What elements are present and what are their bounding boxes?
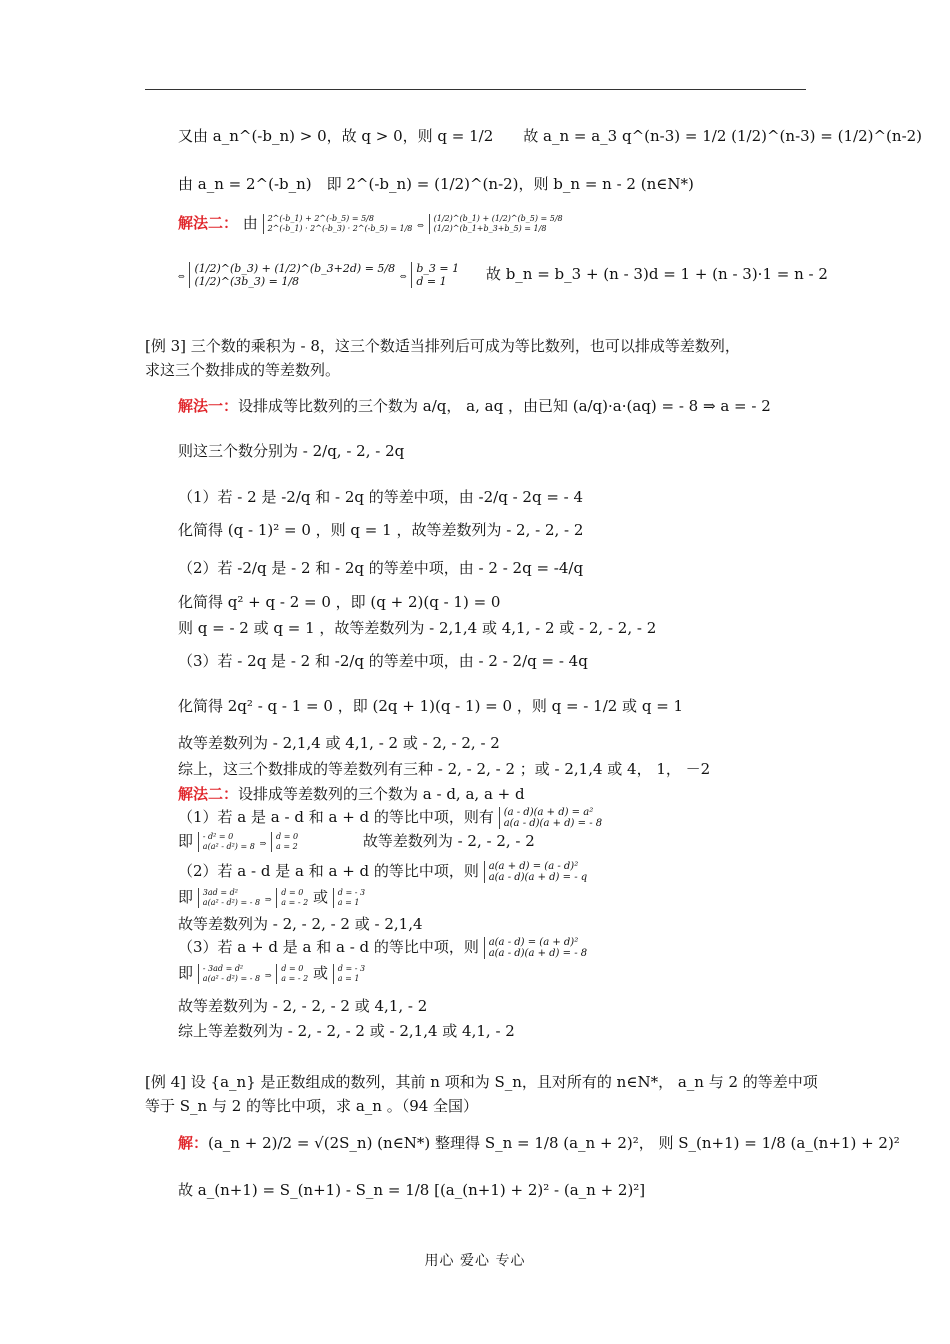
text-line: 故等差数列为 - 2,1,4 或 4,1, - 2 或 - 2, - 2, - 2 [178,734,500,752]
equation-system: d = 0 a = 2 [271,832,298,852]
text-line: 故等差数列为 - 2, - 2, - 2 或 4,1, - 2 [178,997,428,1015]
text-line: 故 a_(n+1) = S_(n+1) - S_n = 1/8 [(a_(n+1) + 2)² - (a_n + 2)²] [178,1181,646,1199]
method-two-line: 解法二： 由 2^(-b_1) + 2^(-b_5) = 5/8 2^(-b_1) · 2^(-b_3) · 2^(-b_5) = 1/8 ⇔ (1/2)^(b_1) + (1/2)^(b_5) = 5/8 (1/2)^(b_1+b_3+b_5) = 1/8 [178,214,563,233]
case-line: 即 3ad = d² a(a² - d²) = - 8 ⇒ d = 0 a = - 2 或 d = - 3 a = 1 [178,888,366,907]
method-two-heading: 解法二：设排成等差数列的三个数为 a - d, a, a + d [178,785,525,803]
equation-system: (1/2)^(b_3) + (1/2)^(b_3+2d) = 5/8 (1/2)^(3b_3) = 1/8 [189,262,395,288]
method-label: 解法二： [178,785,239,803]
equation-system: 3ad = d² a(a² - d²) = - 8 [198,888,260,908]
text-line: 化简得 q² + q - 2 = 0 ，即 (q + 2)(q - 1) = 0 [178,593,501,611]
equation-system: (1/2)^(b_1) + (1/2)^(b_5) = 5/8 (1/2)^(b_1+b_3+b_5) = 1/8 [429,214,563,234]
equation-system: d = 0 a = - 2 [276,964,308,984]
equation-system: 2^(-b_1) + 2^(-b_5) = 5/8 2^(-b_1) · 2^(-b_3) · 2^(-b_5) = 1/8 [263,214,413,234]
case-line: 即 - 3ad = d² a(a² - d²) = - 8 ⇒ d = 0 a = - 2 或 d = - 3 a = 1 [178,964,366,983]
text-line: 又由 a_n^(-b_n) > 0，故 q > 0，则 q = 1/2 故 a_n = a_3 q^(n-3) = 1/2 (1/2)^(n-3) = (1/2)^(n-2) [178,127,923,145]
equation-system: d = - 3 a = 1 [333,888,365,908]
example-4-heading-cont: 等于 S_n 与 2 的等比中项，求 a_n 。（94 全国） [145,1097,479,1115]
text-line: （1）若 - 2 是 -2/q 和 - 2q 的等差中项，由 -2/q - 2q = - 4 [178,488,584,506]
equation-system: d = 0 a = - 2 [276,888,308,908]
text-line: 化简得 2q² - q - 1 = 0 ，即 (2q + 1)(q - 1) = 0 ，则 q = - 1/2 或 q = 1 [178,697,684,715]
summary-line: 综上等差数列为 - 2, - 2, - 2 或 - 2,1,4 或 4,1, - 2 [178,1022,515,1040]
header-rule [145,89,806,90]
equation-system: - 3ad = d² a(a² - d²) = - 8 [198,964,260,984]
text-line: 由 a_n = 2^(-b_n) 即 2^(-b_n) = (1/2)^(n-2)，则 b_n = n - 2 (n∈N*) [178,175,694,193]
method-label: 解法一： [178,397,239,415]
equation-system: - d² = 0 a(a² - d²) = 8 [198,832,255,852]
equation-system: d = - 3 a = 1 [333,964,365,984]
summary-line: 综上，这三个数排成的等差数列有三种 - 2, - 2, - 2 ；或 - 2,1,4 或 4， 1， －2 [178,760,711,778]
equivalence-line: ⇔ (1/2)^(b_3) + (1/2)^(b_3+2d) = 5/8 (1/2)^(3b_3) = 1/8 ⇔ b_3 = 1 d = 1 故 b_n = b_3 + (n - 3)d = 1 + (n - 3)·1 = n - 2 [178,262,828,288]
text-line: （2）若 -2/q 是 - 2 和 - 2q 的等差中项，由 - 2 - 2q = -4/q [178,559,584,577]
text-line: 则这三个数分别为 - 2/q, - 2, - 2q [178,442,405,460]
equation-system: a(a + d) = (a - d)² a(a - d)(a + d) = - q [484,861,587,883]
text-line: 故等差数列为 - 2, - 2, - 2 或 - 2,1,4 [178,915,423,933]
case-line: （2）若 a - d 是 a 和 a + d 的等比中项，则 a(a + d) = (a - d)² a(a - d)(a + d) = - q [178,861,588,883]
example-4-heading: [例 4] 设 {a_n} 是正数组成的数列，其前 n 项和为 S_n，且对所有的 n∈N*， a_n 与 2 的等差中项 [145,1073,818,1091]
case-line: 即 - d² = 0 a(a² - d²) = 8 ⇒ d = 0 a = 2 故等差数列为 - 2, - 2, - 2 [178,832,535,851]
example-3-heading: [例 3] 三个数的乘积为 - 8，这三个数适当排列后可成为等比数列，也可以排成等差数列， [145,337,740,355]
equation-system: b_3 = 1 d = 1 [411,262,459,288]
text-line: （3）若 - 2q 是 - 2 和 -2/q 的等差中项，由 - 2 - 2/q = - 4q [178,652,588,670]
example-3-heading-cont: 求这三个数排成的等差数列。 [145,361,341,379]
page-footer: 用心 爱心 专心 [424,1253,526,1269]
case-line: （1）若 a 是 a - d 和 a + d 的等比中项，则有 (a - d)(a + d) = a² a(a - d)(a + d) = - 8 [178,807,603,829]
text-line: 化简得 (q - 1)² = 0 ，则 q = 1 ，故等差数列为 - 2, - 2, - 2 [178,521,584,539]
solution-line: 解：(a_n + 2)/2 = √(2S_n) (n∈N*) 整理得 S_n = 1/8 (a_n + 2)²， 则 S_(n+1) = 1/8 (a_(n+1) + 2)² [178,1134,900,1152]
solution-label: 解： [178,1134,209,1152]
method-label: 解法二： [178,214,239,232]
method-one-line: 解法一：设排成等比数列的三个数为 a/q， a, aq ，由已知 (a/q)·a·(aq) = - 8 ⇒ a = - 2 [178,397,771,415]
text-line: 则 q = - 2 或 q = 1 ，故等差数列为 - 2,1,4 或 4,1, - 2 或 - 2, - 2, - 2 [178,619,657,637]
equation-system: a(a - d) = (a + d)² a(a - d)(a + d) = - 8 [484,937,587,959]
case-line: （3）若 a + d 是 a 和 a - d 的等比中项，则 a(a - d) = (a + d)² a(a - d)(a + d) = - 8 [178,937,588,959]
equation-system: (a - d)(a + d) = a² a(a - d)(a + d) = - 8 [499,807,602,829]
